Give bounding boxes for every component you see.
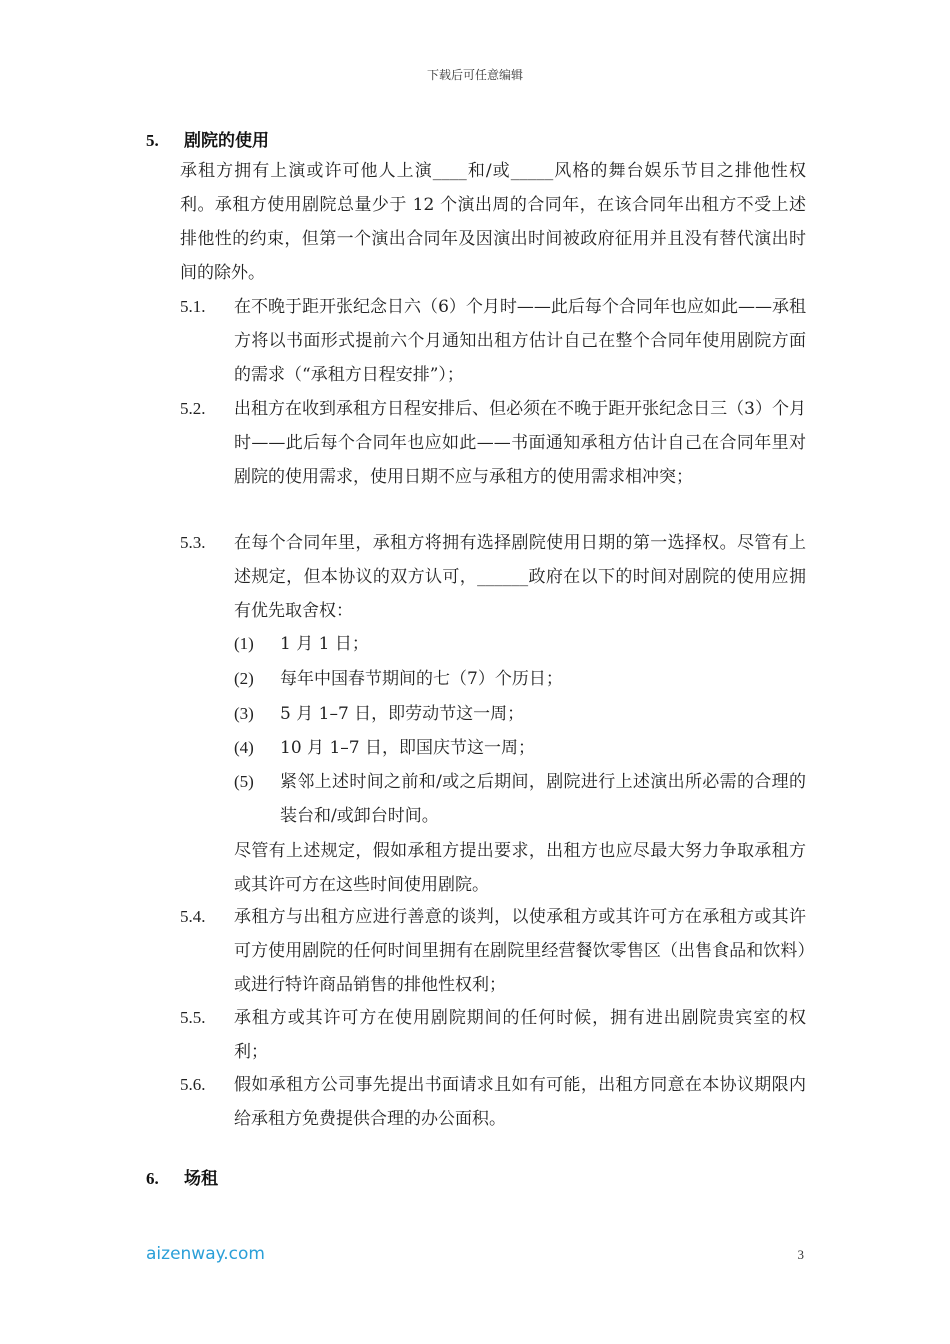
clause-text: 在不晚于距开张纪念日六（6）个月时——此后每个合同年也应如此——承租方将以书面形式提前六个月通知出租方估计自己在整个合同年使用剧院方面的需求（“承租方日程安排”）； bbox=[234, 297, 806, 385]
page-header: 下载后可任意编辑 bbox=[426, 68, 523, 82]
clause-text: 承租方或其许可方在使用剧院期间的任何时候，拥有进出剧院贵宾室的权利； bbox=[234, 1008, 806, 1062]
footer-brand-link[interactable]: aizenway.com bbox=[146, 1244, 265, 1264]
clause-number: 5.6. bbox=[180, 1075, 206, 1094]
section-number: 6. bbox=[146, 1169, 159, 1188]
list-item: 1 月 1 日； bbox=[280, 634, 369, 654]
clause-continuation: 尽管有上述规定，假如承租方提出要求，出租方也应尽最大努力争取承租方或其许可方在这些时间使用剧院。 bbox=[234, 841, 806, 895]
clause-text: 假如承租方公司事先提出书面请求且如有可能，出租方同意在本协议期限内给承租方免费提供合理的办公面积。 bbox=[234, 1075, 806, 1129]
clause-number: 5.2. bbox=[180, 399, 206, 418]
section-6-heading bbox=[146, 1164, 218, 1189]
clause-text: 在每个合同年里，承租方将拥有选择剧院使用日期的第一选择权。尽管有上述规定，但本协议的双方认可，______政府在以下的时间对剧院的使用应拥有优先取舍权： bbox=[234, 533, 806, 621]
section-title: 剧院的使用 bbox=[184, 131, 269, 151]
clause-number: 5.1. bbox=[180, 297, 206, 316]
list-item: 每年中国春节期间的七（7）个历日； bbox=[280, 669, 563, 689]
section-number: 5. bbox=[146, 131, 159, 150]
clause-number: 5.5. bbox=[180, 1008, 206, 1027]
clause-text: 承租方与出租方应进行善意的谈判，以使承租方或其许可方在承租方或其许可方使用剧院的任何时间里拥有在剧院里经营餐饮零售区（出售食品和饮料）或进行特许商品销售的排他性权利； bbox=[234, 907, 806, 995]
list-item-number: (1) bbox=[234, 634, 254, 653]
clause-number: 5.4. bbox=[180, 907, 206, 926]
list-item-number: (5) bbox=[234, 772, 254, 791]
clause-text: 出租方在收到承租方日程安排后、但必须在不晚于距开张纪念日三（3）个月时——此后每个合同年也应如此——书面通知承租方估计自己在合同年里对剧院的使用需求，使用日期不应与承租方的使用需求相冲突； bbox=[234, 399, 806, 487]
page-number: 3 bbox=[797, 1247, 804, 1262]
list-item-number: (4) bbox=[234, 738, 254, 757]
clause-number: 5.3. bbox=[180, 533, 206, 552]
list-item: 10 月 1–7 日，即国庆节这一周； bbox=[280, 738, 535, 758]
list-item-number: (3) bbox=[234, 704, 254, 723]
section-5-heading bbox=[146, 126, 269, 151]
section-title: 场租 bbox=[184, 1169, 218, 1189]
section-5-intro: 承租方拥有上演或许可他人上演____和/或_____风格的舞台娱乐节目之排他性权利。承租方使用剧院总量少于 12 个演出周的合同年，在该合同年出租方不受上述排他性的约束，但第一个演出合同年及因演出时间被政府征用并且没有替代演出时间的除外。 bbox=[180, 161, 806, 283]
list-item-number: (2) bbox=[234, 669, 254, 688]
list-item: 5 月 1–7 日，即劳动节这一周； bbox=[280, 704, 525, 724]
list-item: 紧邻上述时间之前和/或之后期间，剧院进行上述演出所必需的合理的装台和/或卸台时间。 bbox=[280, 772, 806, 826]
